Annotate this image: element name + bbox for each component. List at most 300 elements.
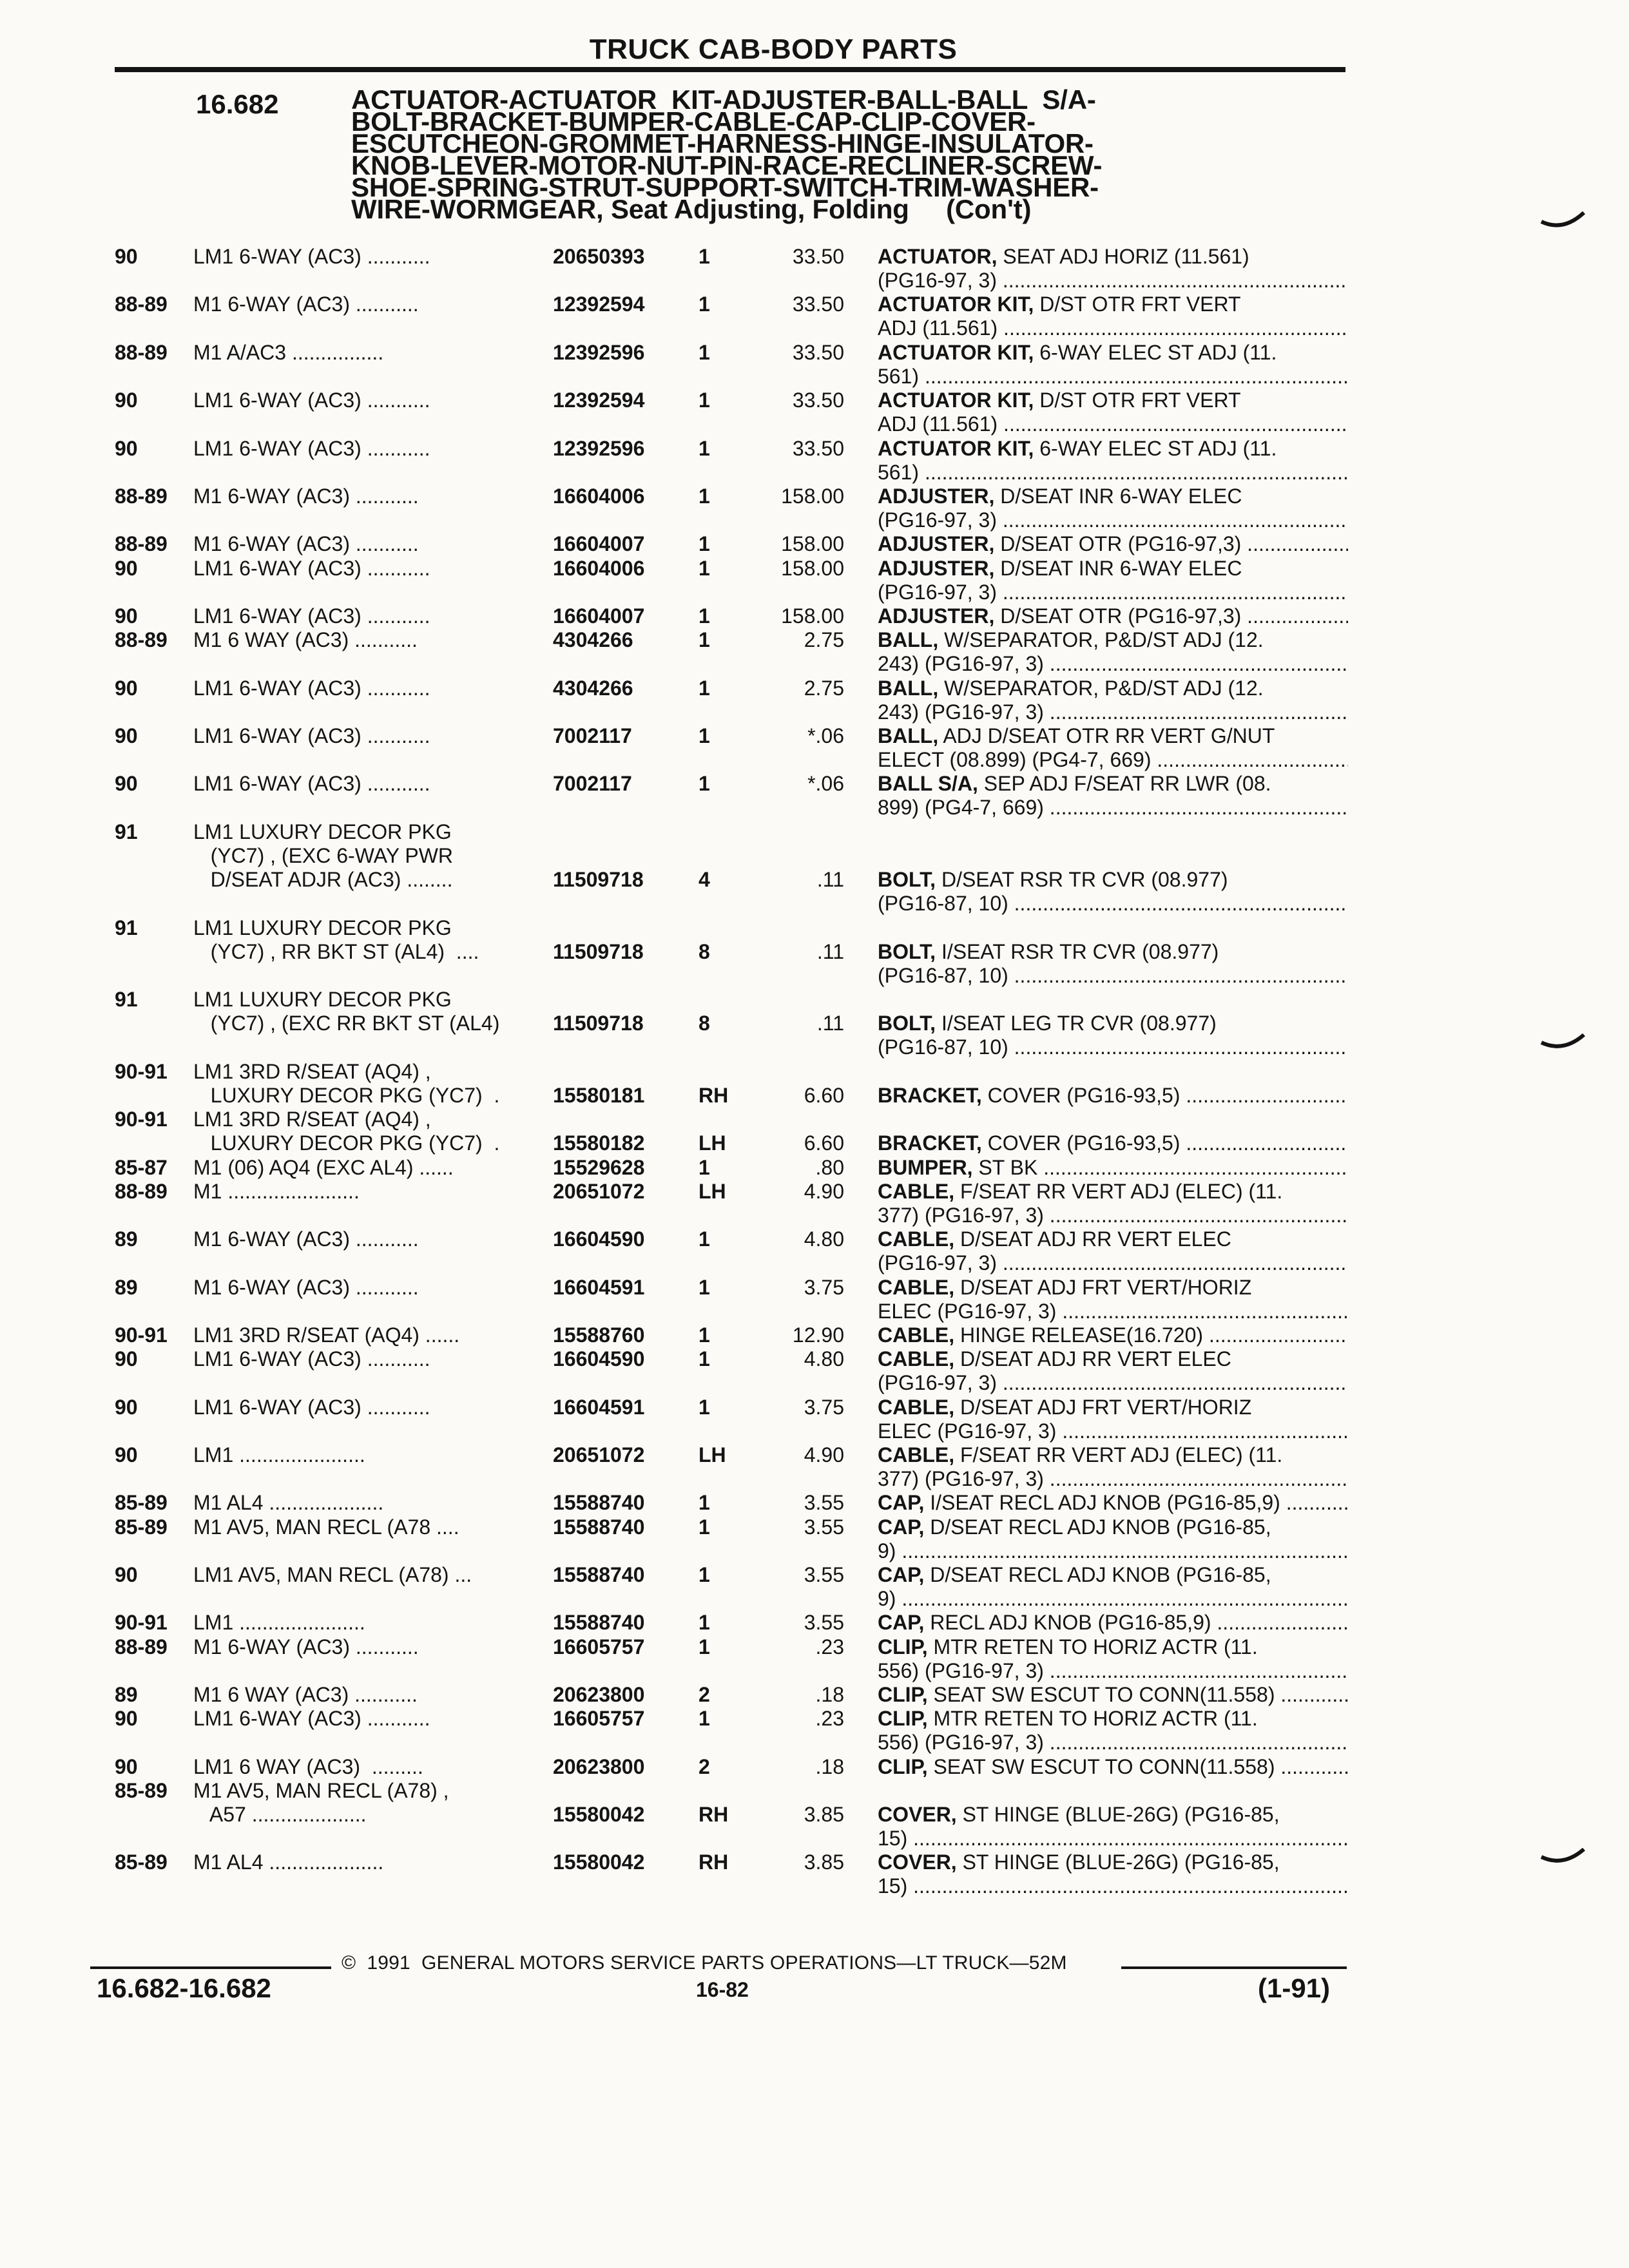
part-description bbox=[878, 1635, 1348, 1683]
model-application-line: (YC7) , RR BKT ST (AL4) .... bbox=[193, 939, 479, 963]
model-application-line: M1 A/AC3 ................ bbox=[193, 340, 384, 364]
part-name: CAP, bbox=[878, 1491, 925, 1515]
part-description-line bbox=[878, 1012, 1348, 1035]
model-application bbox=[193, 628, 418, 652]
part-description-text: ADJ (11.561) bbox=[878, 412, 998, 436]
model-year: 90 bbox=[115, 245, 138, 268]
part-number: 20650393 bbox=[553, 245, 645, 268]
part-description-line bbox=[878, 724, 1348, 748]
part-description-text: SEAT SW ESCUT TO CONN(11.558) bbox=[927, 1754, 1275, 1778]
quantity: 1 bbox=[699, 628, 710, 652]
part-description-line bbox=[878, 1611, 1348, 1635]
part-name: CABLE, bbox=[878, 1227, 955, 1251]
part-description-line bbox=[878, 940, 1348, 964]
part-name: BRACKET, bbox=[878, 1131, 982, 1155]
quantity: 1 bbox=[699, 1275, 710, 1299]
quantity: 1 bbox=[699, 436, 710, 460]
unit-price: 12.90 bbox=[792, 1323, 844, 1347]
model-application bbox=[193, 1396, 430, 1419]
part-description-line bbox=[878, 868, 1348, 892]
part-name: ACTUATOR, bbox=[878, 245, 998, 268]
unit-price: 4.80 bbox=[804, 1227, 844, 1251]
part-description-text: D/SEAT INR 6-WAY ELEC bbox=[994, 556, 1242, 580]
model-application bbox=[193, 1779, 449, 1827]
model-year: 90 bbox=[115, 1754, 138, 1778]
model-application-line: LM1 6-WAY (AC3) ........... bbox=[193, 436, 430, 460]
part-description-line bbox=[878, 341, 1348, 365]
part-description-text: MTR RETEN TO HORIZ ACTR (11. bbox=[927, 1635, 1258, 1658]
model-application bbox=[193, 820, 453, 892]
model-application-line: LM1 6-WAY (AC3) ........... bbox=[193, 1395, 430, 1419]
part-description bbox=[878, 1180, 1348, 1227]
model-application bbox=[193, 1276, 419, 1300]
section-title bbox=[351, 84, 1305, 224]
unit-price: .18 bbox=[815, 1683, 844, 1706]
part-description-line bbox=[878, 652, 1348, 676]
part-description bbox=[878, 1443, 1348, 1491]
model-application-line: LM1 6-WAY (AC3) ........... bbox=[193, 676, 430, 700]
part-description-line bbox=[878, 1156, 1348, 1180]
model-application-line: (YC7) , (EXC 6-WAY PWR bbox=[193, 843, 453, 867]
part-description-line bbox=[878, 748, 1348, 772]
part-number: 7002117 bbox=[553, 772, 632, 796]
part-description-line bbox=[878, 1803, 1348, 1827]
part-description bbox=[878, 1347, 1348, 1395]
quantity: RH bbox=[699, 1850, 729, 1874]
model-application-line: LM1 6-WAY (AC3) ........... bbox=[193, 724, 430, 747]
section-title-line: SHOE-SPRING-STRUT-SUPPORT-SWITCH-TRIM-WASHER- bbox=[351, 172, 1099, 202]
part-description bbox=[878, 604, 1348, 628]
model-application-line: M1 6 WAY (AC3) ........... bbox=[193, 628, 418, 652]
model-application-line: M1 AL4 .................... bbox=[193, 1491, 384, 1515]
part-description bbox=[878, 1156, 1348, 1180]
model-year: 89 bbox=[115, 1683, 138, 1706]
model-year: 85-89 bbox=[115, 1515, 168, 1539]
part-number: 15588740 bbox=[553, 1611, 645, 1635]
part-description-line bbox=[878, 461, 1348, 485]
unit-price: 2.75 bbox=[804, 676, 844, 700]
part-name: ACTUATOR KIT, bbox=[878, 340, 1034, 364]
model-application bbox=[193, 1323, 459, 1347]
model-application-line: LM1 ...................... bbox=[193, 1443, 365, 1466]
section-title-line: ESCUTCHEON-GROMMET-HARNESS-HINGE-INSULATOR- bbox=[351, 128, 1094, 159]
part-description bbox=[878, 1683, 1348, 1707]
unit-price: 33.50 bbox=[792, 293, 844, 316]
part-description-line bbox=[878, 1563, 1348, 1587]
model-application bbox=[193, 724, 430, 748]
model-year: 85-89 bbox=[115, 1491, 168, 1515]
part-name: CLIP, bbox=[878, 1683, 928, 1706]
model-application-line: LM1 6 WAY (AC3) ......... bbox=[193, 1754, 423, 1778]
model-year: 88-89 bbox=[115, 485, 168, 508]
model-application-line: A57 .................... bbox=[193, 1802, 367, 1826]
model-application-line: D/SEAT ADJR (AC3) ........ bbox=[193, 867, 453, 891]
part-name: BRACKET, bbox=[878, 1084, 982, 1107]
part-number: 12392594 bbox=[553, 293, 645, 316]
part-number: 12392596 bbox=[553, 340, 645, 364]
part-description-line bbox=[878, 269, 1348, 293]
part-description-text: D/SEAT RECL ADJ KNOB (PG16-85, bbox=[924, 1563, 1271, 1586]
model-application-line: LM1 3RD R/SEAT (AQ4) , bbox=[193, 1108, 431, 1131]
part-name: CLIP, bbox=[878, 1635, 928, 1658]
part-description-line bbox=[878, 1251, 1348, 1275]
part-name: ADJUSTER, bbox=[878, 485, 995, 508]
part-number: 16604591 bbox=[553, 1395, 645, 1419]
margin-tick-mark bbox=[1540, 1848, 1585, 1867]
quantity: 1 bbox=[699, 676, 710, 700]
page-header-title: TRUCK CAB-BODY PARTS bbox=[589, 34, 958, 65]
quantity: 1 bbox=[699, 724, 710, 747]
part-description-line bbox=[878, 1874, 1348, 1898]
part-description bbox=[878, 1803, 1348, 1850]
part-name: ACTUATOR KIT, bbox=[878, 389, 1034, 412]
quantity: RH bbox=[699, 1803, 729, 1826]
part-number: 15580182 bbox=[553, 1131, 645, 1155]
part-name: BOLT, bbox=[878, 868, 936, 892]
part-name: BALL, bbox=[878, 628, 939, 652]
part-number: 20623800 bbox=[553, 1754, 645, 1778]
section-title-line: ACTUATOR-ACTUATOR KIT-ADJUSTER-BALL-BALL S/A- bbox=[351, 84, 1096, 115]
part-description-text: 6-WAY ELEC ST ADJ (11. bbox=[1034, 436, 1277, 460]
part-number: 15588740 bbox=[553, 1515, 645, 1539]
part-description-text: HINGE RELEASE(16.720) bbox=[954, 1323, 1204, 1347]
margin-tick-mark bbox=[1540, 1033, 1585, 1053]
part-description bbox=[878, 1491, 1348, 1515]
model-application-line: M1 6-WAY (AC3) ........... bbox=[193, 1227, 419, 1251]
model-application-line: M1 AV5, MAN RECL (A78) , bbox=[193, 1778, 449, 1802]
part-name: CLIP, bbox=[878, 1707, 928, 1731]
part-description-line bbox=[878, 1323, 1348, 1347]
quantity: 1 bbox=[699, 1635, 710, 1658]
part-number: 20623800 bbox=[553, 1683, 645, 1706]
quantity: LH bbox=[699, 1443, 726, 1466]
part-description bbox=[878, 868, 1348, 916]
unit-price: 3.55 bbox=[804, 1491, 844, 1515]
model-year: 91 bbox=[115, 988, 138, 1012]
part-description-text: ST HINGE (BLUE-26G) (PG16-85, bbox=[956, 1803, 1280, 1826]
model-year: 90-91 bbox=[115, 1059, 168, 1083]
part-description-line bbox=[878, 245, 1348, 269]
model-application bbox=[193, 341, 383, 365]
quantity: 1 bbox=[699, 1155, 710, 1179]
part-description-text: 6-WAY ELEC ST ADJ (11. bbox=[1034, 340, 1277, 364]
model-application bbox=[193, 1060, 499, 1108]
unit-price: 3.55 bbox=[804, 1563, 844, 1586]
model-year: 90 bbox=[115, 1707, 138, 1731]
part-description-text: 561) bbox=[878, 460, 920, 484]
part-description-text: 15) bbox=[878, 1874, 908, 1898]
unit-price: 6.60 bbox=[804, 1131, 844, 1155]
part-description-text: I/SEAT LEG TR CVR (08.977) bbox=[936, 1012, 1217, 1035]
part-description bbox=[878, 485, 1348, 532]
part-number: 16604007 bbox=[553, 532, 645, 556]
part-name: BALL S/A, bbox=[878, 772, 978, 796]
footer-rule-left bbox=[90, 1966, 331, 1969]
part-number: 16604591 bbox=[553, 1275, 645, 1299]
part-description-line bbox=[878, 964, 1348, 988]
part-description bbox=[878, 724, 1348, 772]
part-description-line bbox=[878, 1467, 1348, 1491]
unit-price: 158.00 bbox=[781, 604, 844, 628]
part-description bbox=[878, 341, 1348, 389]
part-number: 11509718 bbox=[553, 1012, 644, 1035]
model-application-line: LM1 6-WAY (AC3) ........... bbox=[193, 389, 430, 412]
unit-price: 158.00 bbox=[781, 532, 844, 556]
part-description-text: SEAT SW ESCUT TO CONN(11.558) bbox=[927, 1683, 1275, 1706]
model-application bbox=[193, 1156, 454, 1180]
unit-price: .23 bbox=[815, 1635, 844, 1658]
part-description-text: F/SEAT RR VERT ADJ (ELEC) (11. bbox=[954, 1443, 1283, 1466]
quantity: 4 bbox=[699, 868, 710, 892]
model-application bbox=[193, 293, 419, 316]
quantity: 1 bbox=[699, 1227, 710, 1251]
part-description-text: SEAT ADJ HORIZ (11.561) bbox=[997, 245, 1249, 268]
part-description-line bbox=[878, 1419, 1348, 1443]
part-description-line bbox=[878, 316, 1348, 340]
part-number: 16604007 bbox=[553, 604, 645, 628]
part-number: 15588740 bbox=[553, 1563, 645, 1586]
part-description-line bbox=[878, 1491, 1348, 1515]
part-description-line bbox=[878, 892, 1348, 916]
unit-price: *.06 bbox=[807, 772, 844, 796]
model-application bbox=[193, 1850, 383, 1874]
part-name: BUMPER, bbox=[878, 1155, 973, 1179]
part-number: 15588740 bbox=[553, 1491, 645, 1515]
unit-price: 4.90 bbox=[804, 1443, 844, 1466]
part-description-text: D/SEAT RECL ADJ KNOB (PG16-85, bbox=[924, 1515, 1271, 1539]
part-description-line bbox=[878, 1635, 1348, 1659]
model-year: 90 bbox=[115, 1443, 138, 1466]
part-description-line bbox=[878, 581, 1348, 604]
unit-price: 4.90 bbox=[804, 1179, 844, 1203]
model-application bbox=[193, 1347, 430, 1371]
unit-price: .80 bbox=[815, 1155, 844, 1179]
quantity: 1 bbox=[699, 556, 710, 580]
quantity: 1 bbox=[699, 293, 710, 316]
header-rule bbox=[115, 67, 1345, 72]
part-description-line bbox=[878, 1227, 1348, 1251]
part-description-text: RECL ADJ KNOB (PG16-85,9) bbox=[924, 1611, 1211, 1635]
part-description-text: (PG16-97, 3) bbox=[878, 1251, 997, 1275]
model-application bbox=[193, 604, 430, 628]
part-description-text: (PG16-97, 3) bbox=[878, 508, 997, 532]
model-application-line: M1 AL4 .................... bbox=[193, 1850, 384, 1874]
part-description bbox=[878, 1396, 1348, 1443]
part-description-line bbox=[878, 1539, 1348, 1563]
part-description-text: F/SEAT RR VERT ADJ (ELEC) (11. bbox=[954, 1179, 1283, 1203]
part-description-line bbox=[878, 485, 1348, 508]
part-description-text: D/SEAT ADJ FRT VERT/HORIZ bbox=[954, 1275, 1252, 1299]
part-description-text: ELECT (08.899) (PG4-7, 669) bbox=[878, 748, 1152, 771]
model-application-line: LM1 AV5, MAN RECL (A78) ... bbox=[193, 1563, 472, 1586]
model-application bbox=[193, 1611, 365, 1635]
model-year: 88-89 bbox=[115, 340, 168, 364]
model-application bbox=[193, 437, 430, 461]
quantity: LH bbox=[699, 1179, 726, 1203]
model-application-line: M1 6-WAY (AC3) ........... bbox=[193, 485, 419, 508]
footer-rule-right bbox=[1121, 1966, 1347, 1969]
part-number: 16604590 bbox=[553, 1347, 645, 1371]
model-application bbox=[193, 772, 430, 796]
part-description-line bbox=[878, 437, 1348, 461]
quantity: 1 bbox=[699, 532, 710, 556]
part-name: ADJUSTER, bbox=[878, 556, 995, 580]
unit-price: 158.00 bbox=[781, 556, 844, 580]
part-description-line bbox=[878, 1587, 1348, 1611]
footer-copyright: © 1991 GENERAL MOTORS SERVICE PARTS OPERATIONS—LT TRUCK—52M bbox=[342, 1952, 1067, 1974]
quantity: 1 bbox=[699, 1491, 710, 1515]
model-application-line: LM1 LUXURY DECOR PKG bbox=[193, 988, 452, 1012]
model-application-line: (YC7) , (EXC RR BKT ST (AL4) bbox=[193, 1012, 500, 1035]
quantity: 1 bbox=[699, 1515, 710, 1539]
unit-price: 33.50 bbox=[792, 245, 844, 268]
footer-page-number: 16-82 bbox=[696, 1978, 749, 2001]
model-application-line: M1 6 WAY (AC3) ........... bbox=[193, 1683, 418, 1706]
model-year: 90-91 bbox=[115, 1108, 168, 1131]
part-description-line bbox=[878, 1659, 1348, 1683]
margin-tick-mark bbox=[1540, 210, 1585, 229]
model-year: 90 bbox=[115, 436, 138, 460]
model-application-line: LM1 LUXURY DECOR PKG bbox=[193, 916, 452, 939]
model-application-line: LM1 3RD R/SEAT (AQ4) , bbox=[193, 1059, 431, 1083]
part-description-text: (PG16-97, 3) bbox=[878, 580, 997, 604]
part-number: 15580181 bbox=[553, 1084, 645, 1107]
part-description-text: D/SEAT INR 6-WAY ELEC bbox=[994, 485, 1242, 508]
part-name: BALL, bbox=[878, 676, 939, 700]
quantity: 1 bbox=[699, 1611, 710, 1635]
part-description-line bbox=[878, 1396, 1348, 1419]
part-description bbox=[878, 1707, 1348, 1754]
section-number: 16.682 bbox=[196, 89, 279, 119]
quantity: 1 bbox=[699, 772, 710, 796]
model-application-line: LUXURY DECOR PKG (YC7) . bbox=[193, 1083, 500, 1107]
part-description-text: 243) (PG16-97, 3) bbox=[878, 700, 1044, 724]
part-name: BOLT, bbox=[878, 1012, 936, 1035]
model-application bbox=[193, 1443, 365, 1467]
part-description-text: ST BK bbox=[972, 1155, 1038, 1179]
part-number: 16605757 bbox=[553, 1635, 645, 1658]
model-year: 90 bbox=[115, 1395, 138, 1419]
unit-price: 6.60 bbox=[804, 1084, 844, 1107]
quantity: 1 bbox=[699, 1323, 710, 1347]
model-year: 88-89 bbox=[115, 293, 168, 316]
part-description-text: ELEC (PG16-97, 3) bbox=[878, 1419, 1057, 1443]
part-description bbox=[878, 940, 1348, 988]
model-application-line: M1 AV5, MAN RECL (A78 .... bbox=[193, 1515, 459, 1539]
part-description-line bbox=[878, 1755, 1348, 1779]
unit-price: 3.55 bbox=[804, 1515, 844, 1539]
part-description-text: 556) (PG16-97, 3) bbox=[878, 1658, 1044, 1682]
part-description-text: 377) (PG16-97, 3) bbox=[878, 1467, 1044, 1490]
model-year: 88-89 bbox=[115, 628, 168, 652]
unit-price: .23 bbox=[815, 1707, 844, 1731]
part-number: 20651072 bbox=[553, 1443, 645, 1466]
quantity: 8 bbox=[699, 939, 710, 963]
model-application bbox=[193, 485, 419, 508]
part-description-line bbox=[878, 1683, 1348, 1707]
part-description bbox=[878, 389, 1348, 436]
part-description-text: W/SEPARATOR, P&D/ST ADJ (12. bbox=[938, 676, 1264, 700]
unit-price: .11 bbox=[816, 1012, 844, 1035]
part-description-line bbox=[878, 532, 1348, 556]
part-description bbox=[878, 677, 1348, 724]
part-description-text: 9) bbox=[878, 1539, 896, 1562]
unit-price: 33.50 bbox=[792, 436, 844, 460]
section-title-line: BOLT-BRACKET-BUMPER-CABLE-CAP-CLIP-COVER- bbox=[351, 106, 1036, 137]
part-description bbox=[878, 1755, 1348, 1779]
model-application-line: LM1 6-WAY (AC3) ........... bbox=[193, 245, 430, 268]
part-number: 15580042 bbox=[553, 1803, 645, 1826]
part-description bbox=[878, 245, 1348, 293]
part-description-line bbox=[878, 1515, 1348, 1539]
part-description bbox=[878, 1131, 1348, 1155]
model-year: 90-91 bbox=[115, 1323, 168, 1347]
model-application bbox=[193, 557, 430, 581]
part-name: CAP, bbox=[878, 1611, 925, 1635]
part-description-line bbox=[878, 389, 1348, 412]
part-description bbox=[878, 1563, 1348, 1611]
part-description-line bbox=[878, 1347, 1348, 1371]
model-application-line: M1 6-WAY (AC3) ........... bbox=[193, 1275, 419, 1299]
part-description bbox=[878, 532, 1348, 556]
part-description-line bbox=[878, 796, 1348, 820]
part-description-line bbox=[878, 1035, 1348, 1059]
model-year: 88-89 bbox=[115, 1179, 168, 1203]
part-name: CABLE, bbox=[878, 1443, 955, 1466]
part-name: CABLE, bbox=[878, 1179, 955, 1203]
section-title-line: WIRE-WORMGEAR, Seat Adjusting, Folding (Con't) bbox=[351, 194, 1032, 224]
part-description-text: MTR RETEN TO HORIZ ACTR (11. bbox=[927, 1707, 1258, 1731]
part-description-line bbox=[878, 365, 1348, 389]
quantity: 1 bbox=[699, 1707, 710, 1731]
quantity: 1 bbox=[699, 1395, 710, 1419]
footer-section-range: 16.682-16.682 bbox=[97, 1973, 271, 2003]
unit-price: 158.00 bbox=[781, 485, 844, 508]
model-year: 90 bbox=[115, 1563, 138, 1586]
part-description bbox=[878, 628, 1348, 676]
part-description-text: 556) (PG16-97, 3) bbox=[878, 1731, 1044, 1754]
model-application-line: M1 6-WAY (AC3) ........... bbox=[193, 293, 419, 316]
model-application bbox=[193, 1108, 499, 1155]
model-year: 90 bbox=[115, 556, 138, 580]
model-application bbox=[193, 1683, 418, 1707]
part-description-text: 561) bbox=[878, 364, 920, 388]
model-application-line: LM1 6-WAY (AC3) ........... bbox=[193, 1707, 430, 1731]
footer-revision-date: (1-91) bbox=[1258, 1973, 1331, 2003]
model-application-line: LM1 6-WAY (AC3) ........... bbox=[193, 604, 430, 628]
unit-price: 4.80 bbox=[804, 1347, 844, 1371]
model-application-line: M1 6-WAY (AC3) ........... bbox=[193, 1635, 419, 1658]
quantity: 1 bbox=[699, 1347, 710, 1371]
part-number: 12392594 bbox=[553, 389, 645, 412]
part-number: 4304266 bbox=[553, 676, 633, 700]
part-name: COVER, bbox=[878, 1850, 957, 1874]
part-description-line bbox=[878, 412, 1348, 436]
part-name: BALL, bbox=[878, 724, 939, 747]
part-description-line bbox=[878, 1276, 1348, 1300]
quantity: 1 bbox=[699, 604, 710, 628]
model-year: 91 bbox=[115, 916, 138, 939]
model-year: 91 bbox=[115, 820, 138, 843]
model-year: 90 bbox=[115, 389, 138, 412]
part-number: 16604590 bbox=[553, 1227, 645, 1251]
model-year: 90-91 bbox=[115, 1611, 168, 1635]
part-description-line bbox=[878, 1827, 1348, 1850]
part-description-line bbox=[878, 604, 1348, 628]
part-name: CABLE, bbox=[878, 1395, 955, 1419]
unit-price: 33.50 bbox=[792, 389, 844, 412]
section-title-line: KNOB-LEVER-MOTOR-NUT-PIN-RACE-RECLINER-SCREW- bbox=[351, 150, 1103, 180]
